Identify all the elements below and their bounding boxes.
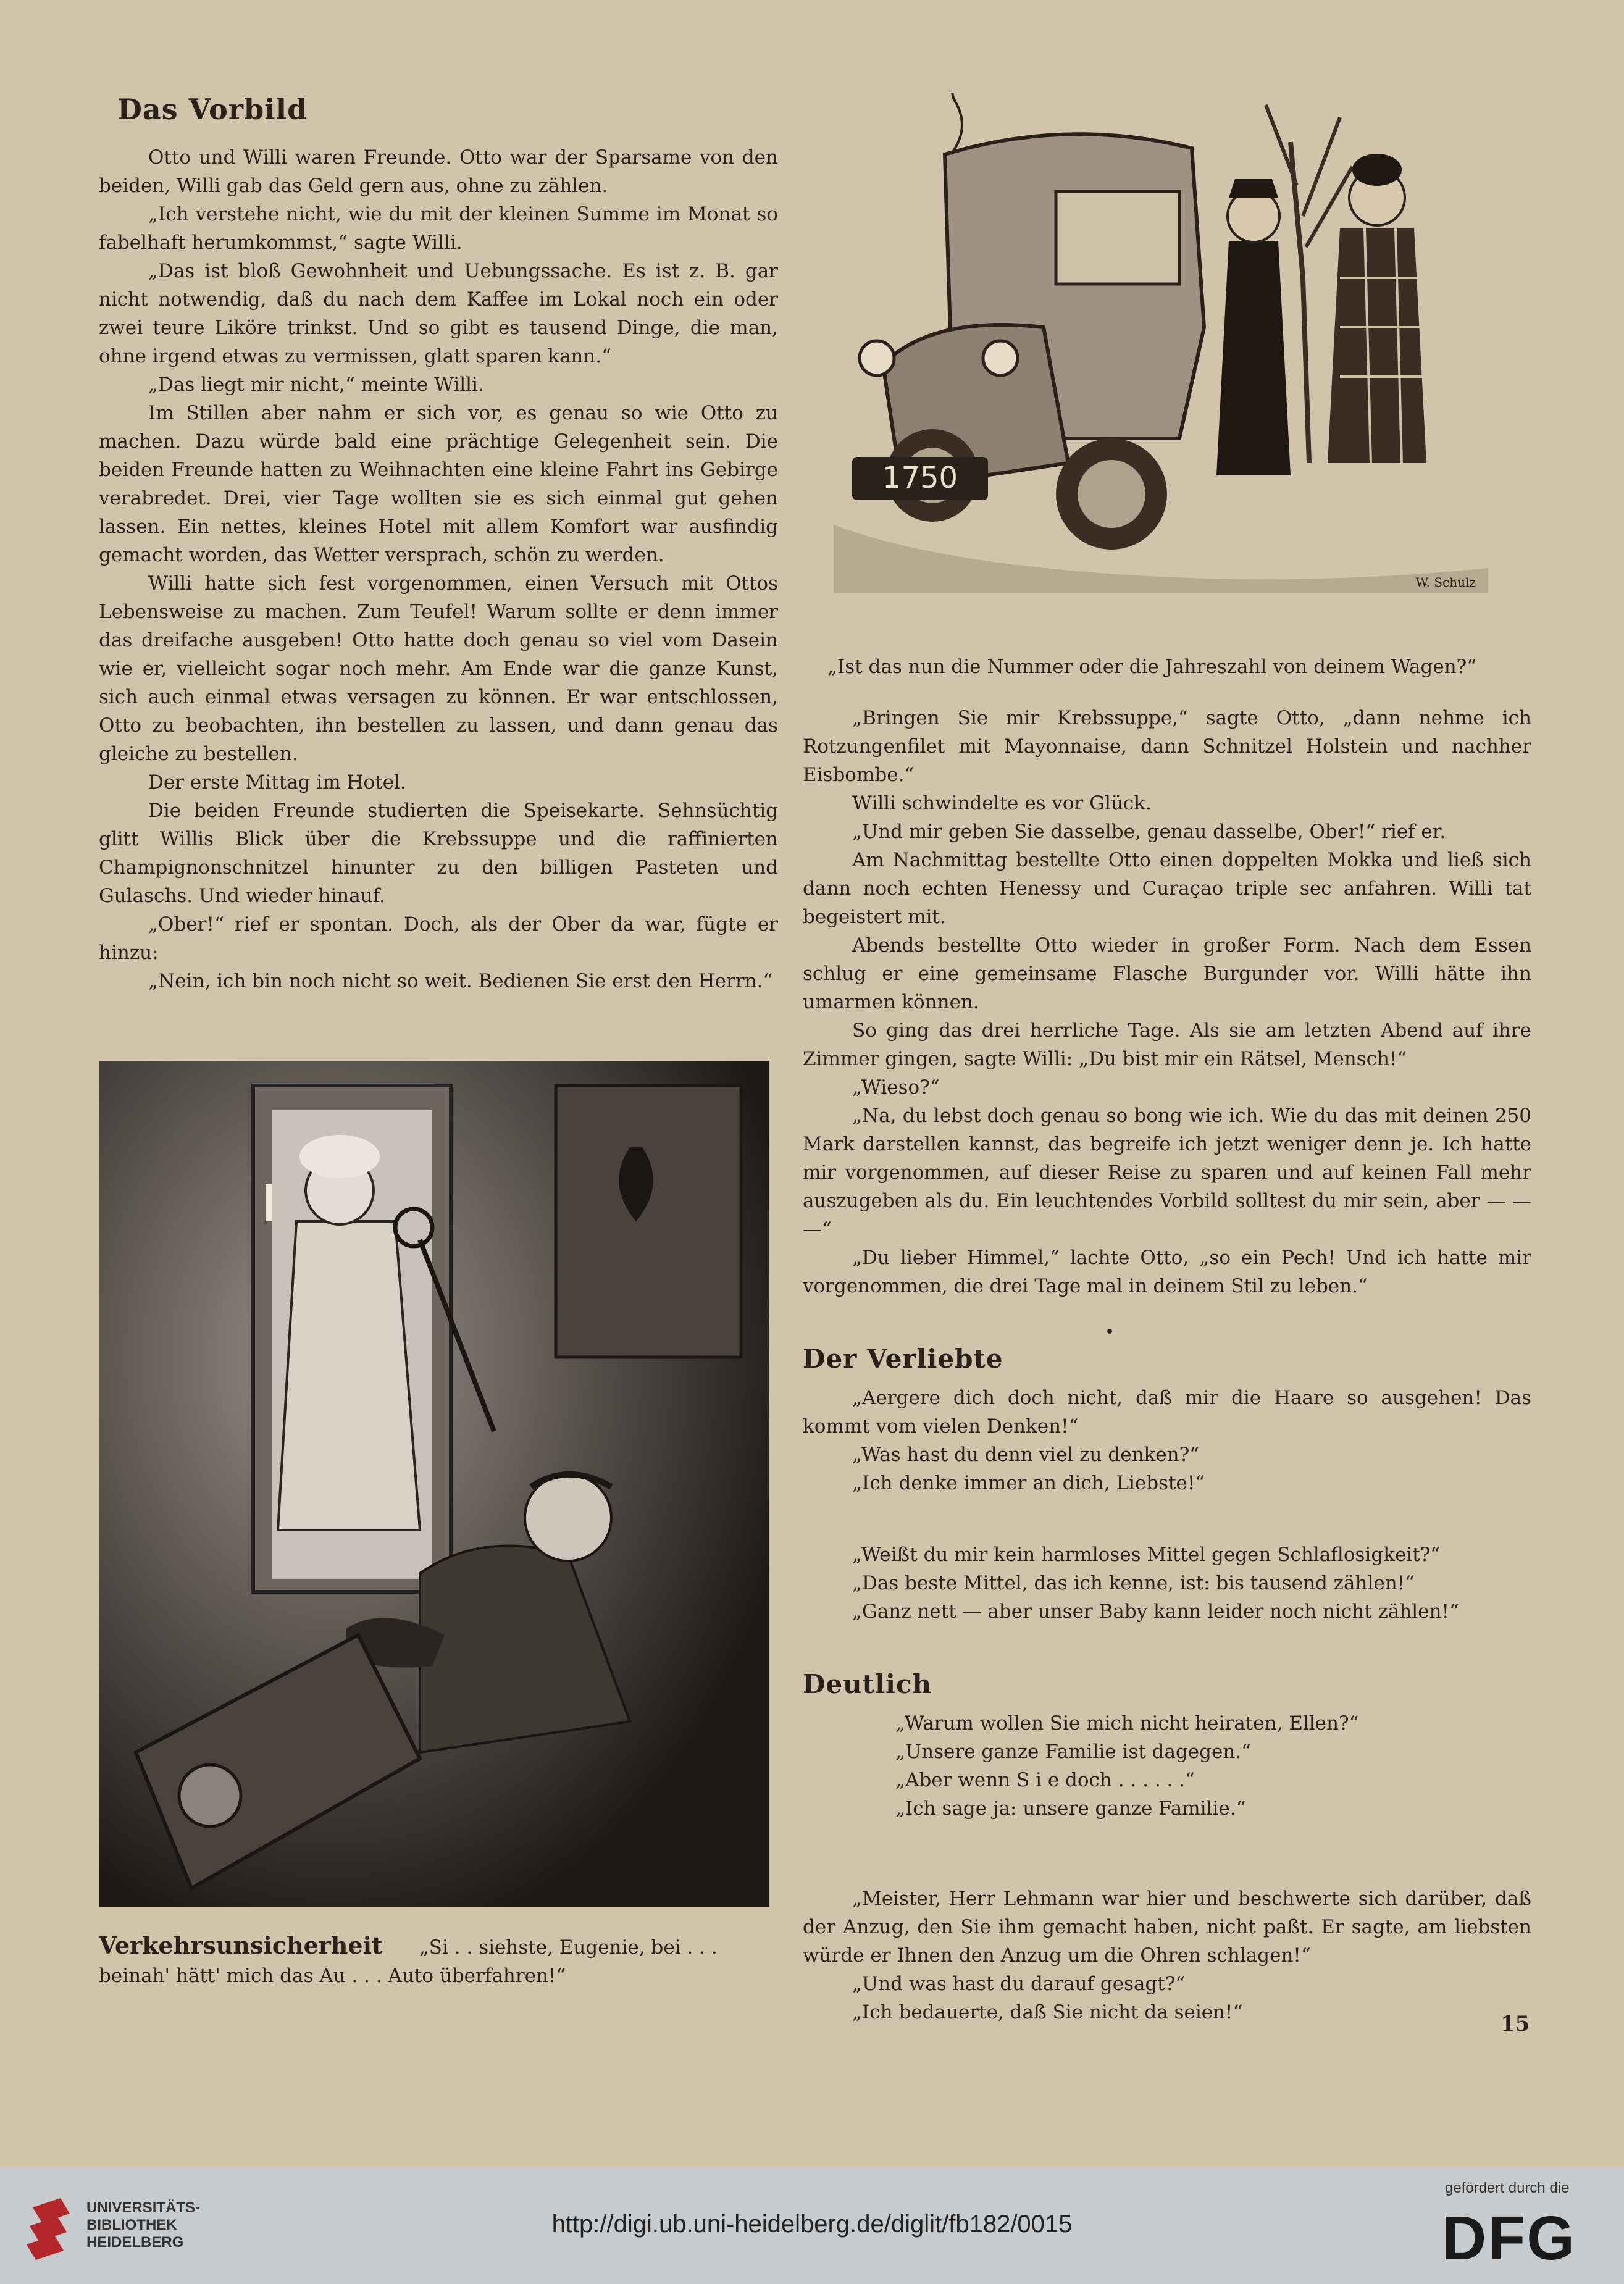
night-illustration	[99, 1061, 769, 1907]
funded-by-label: gefördert durch die	[1445, 2180, 1570, 2196]
dfg-logo: DFG	[1442, 2204, 1576, 2273]
deutlich-dialogue	[803, 1709, 1531, 1823]
paragraph: „Warum wollen Sie mich nicht heiraten, Ellen?“	[895, 1712, 1359, 1734]
paragraph: „Nein, ich bin noch nicht so weit. Bedienen Sie erst den Herrn.“	[148, 970, 773, 992]
paragraph: Am Nachmittag bestellte Otto einen doppelten Mokka und ließ sich dann noch echten Henessy und Curaçao triple sec anfahren. Willi tat begeistert mit.	[803, 849, 1531, 928]
paragraph: „Unsere ganze Familie ist dagegen.“	[895, 1741, 1251, 1763]
paragraph: „Ganz nett — aber unser Baby kann leider noch nicht zählen!“	[852, 1600, 1459, 1623]
paragraph: „Was hast du denn viel zu denken?“	[852, 1444, 1200, 1466]
paragraph: „Das liegt mir nicht,“ meinte Willi.	[148, 374, 484, 396]
paragraph: „Bringen Sie mir Krebssuppe,“ sagte Otto, „dann nehme ich Rotzungenfilet mit Mayonnaise, dann Schnitzel Holstein und nachher Eisbombe.“	[803, 707, 1531, 786]
car-caption: „Ist das nun die Nummer oder die Jahreszahl von deinem Wagen?“	[827, 656, 1477, 678]
paragraph: „Das ist bloß Gewohnheit und Uebungssache. Es ist z. B. gar nicht notwendig, daß du nach dem Kaffee im Lokal noch ein oder zwei teure Liköre trinkst. Und so gibt es tausend Dinge, die man, ohne irgend etwas zu vermissen, glatt sparen kann.“	[99, 260, 778, 367]
paragraph: „Ich sage ja: unsere ganze Familie.“	[895, 1797, 1246, 1820]
paragraph: Der erste Mittag im Hotel.	[148, 771, 406, 793]
paragraph: „Weißt du mir kein harmloses Mittel gegen Schlaflosigkeit?“	[852, 1544, 1441, 1566]
car-drawing-icon	[809, 93, 1507, 599]
left-column	[99, 93, 778, 995]
right-column	[803, 704, 1531, 2027]
footer-bar	[0, 2167, 1624, 2284]
paragraph: „Du lieber Himmel,“ lachte Otto, „so ein Pech! Und ich hatte mir vorgenommen, die drei Tage mal in deinem Stil zu leben.“	[803, 1247, 1531, 1297]
car-illustration	[809, 93, 1507, 599]
license-plate-text: 1750	[882, 461, 958, 495]
paragraph: „Na, du lebst doch genau so bong wie ich. Wie du das mit deinen 250 Mark darstellen kannst, das begreife ich jetzt weniger denn je. Ich hatte mir vorgenommen, auf dieser Reise zu sparen und auf keinen Fall mehr auszugeben als du. Ein leuchtendes Vorbild solltest du mir sein, aber — — —“	[803, 1105, 1531, 1240]
caption-text: „Si . . siehste, Eugenie, bei . . . beinah' hätt' mich das Au . . . Auto überfahren!“	[99, 1936, 718, 1987]
article-title-das-vorbild: Das Vorbild	[117, 93, 308, 126]
paragraph: „Und was hast du darauf gesagt?“	[852, 1973, 1186, 1995]
paragraph: „Ich denke immer an dich, Liebste!“	[852, 1472, 1205, 1494]
caption-title: Verkehrsunsicherheit	[99, 1931, 383, 1959]
page-number: 15	[1501, 2012, 1530, 2036]
source-url-link[interactable]: http://digi.ub.uni-heidelberg.de/diglit/fb182/0015	[551, 2211, 1073, 2238]
paragraph: „Meister, Herr Lehmann war hier und beschwerte sich darüber, daß der Anzug, den Sie ihm gemacht haben, nicht paßt. Er sagte, am liebsten würde er Ihnen den Anzug um die Ohren schlagen!“	[803, 1888, 1531, 1967]
paragraph: „Ich verstehe nicht, wie du mit der kleinen Summe im Monat so fabelhaft herumkommst,“ sagte Willi.	[99, 203, 778, 254]
night-caption	[99, 1931, 778, 1990]
artist-signature: W. Schulz	[1415, 575, 1476, 590]
paragraph: „Und mir geben Sie dasselbe, genau dasselbe, Ober!“ rief er.	[852, 821, 1446, 843]
paragraph: Im Stillen aber nahm er sich vor, es genau so wie Otto zu machen. Dazu würde bald eine prächtige Gelegenheit sein. Die beiden Freunde hatten zu Weihnachten eine kleine Fahrt ins Gebirge verabredet. Drei, vier Tage wollten sie es sich einmal gut gehen lassen. Ein nettes, kleines Hotel mit allem Komfort war ausfindig gemacht worden, das Wetter versprach, schön zu werden.	[99, 402, 778, 566]
paragraph: „Das beste Mittel, das ich kenne, ist: bis tausend zählen!“	[852, 1572, 1415, 1594]
article-title-deutlich: Deutlich	[803, 1669, 932, 1699]
paragraph: Die beiden Freunde studierten die Speisekarte. Sehnsüchtig glitt Willis Blick über die Krebssuppe und die raffinierten Champignonschnitzel hinunter zu den billigen Pasteten und Gulaschs. Und wieder hinauf.	[99, 800, 778, 907]
paragraph: „Ober!“ rief er spontan. Doch, als der Ober da war, fügte er hinzu:	[99, 913, 778, 964]
section-ornament	[1107, 1329, 1112, 1334]
paragraph: „Aber wenn S i e doch . . . . . .“	[895, 1769, 1195, 1791]
paragraph: „Ich bedauerte, daß Sie nicht da seien!“	[852, 2001, 1243, 2023]
article-title-der-verliebte: Der Verliebte	[803, 1344, 1003, 1374]
paragraph: „Aergere dich doch nicht, daß mir die Haare so ausgehen! Das kommt vom vielen Denken!“	[803, 1387, 1531, 1437]
paragraph: So ging das drei herrliche Tage. Als sie am letzten Abend auf ihre Zimmer gingen, sagte Willi: „Du bist mir ein Rätsel, Mensch!“	[803, 1019, 1531, 1070]
paragraph: Willi hatte sich fest vorgenommen, einen Versuch mit Ottos Lebensweise zu machen. Zum Teufel! Warum sollte er denn immer das dreifache ausgeben! Otto hatte doch genau so viel vom Dasein wie er, vielleicht sogar noch mehr. Am Ende war die ganze Kunst, sich auch einmal etwas versagen zu können. Er war entschlossen, Otto zu beobachten, ihn bestellen zu lassen, und dann genau das gleiche zu bestellen.	[99, 572, 778, 765]
paragraph: Abends bestellte Otto wieder in großer Form. Nach dem Essen schlug er eine gemeinsame Flasche Burgunder vor. Willi hätte ihn umarmen können.	[803, 934, 1531, 1013]
paragraph: Willi schwindelte es vor Glück.	[852, 792, 1152, 814]
paragraph: Otto und Willi waren Freunde. Otto war der Sparsame von den beiden, Willi gab das Geld gern aus, ohne zu zählen.	[99, 146, 778, 197]
night-scene-drawing-icon	[99, 1061, 769, 1907]
paragraph: „Wieso?“	[852, 1076, 940, 1098]
library-name: UNIVERSITÄTS- BIBLIOTHEK HEIDELBERG	[86, 2199, 201, 2251]
